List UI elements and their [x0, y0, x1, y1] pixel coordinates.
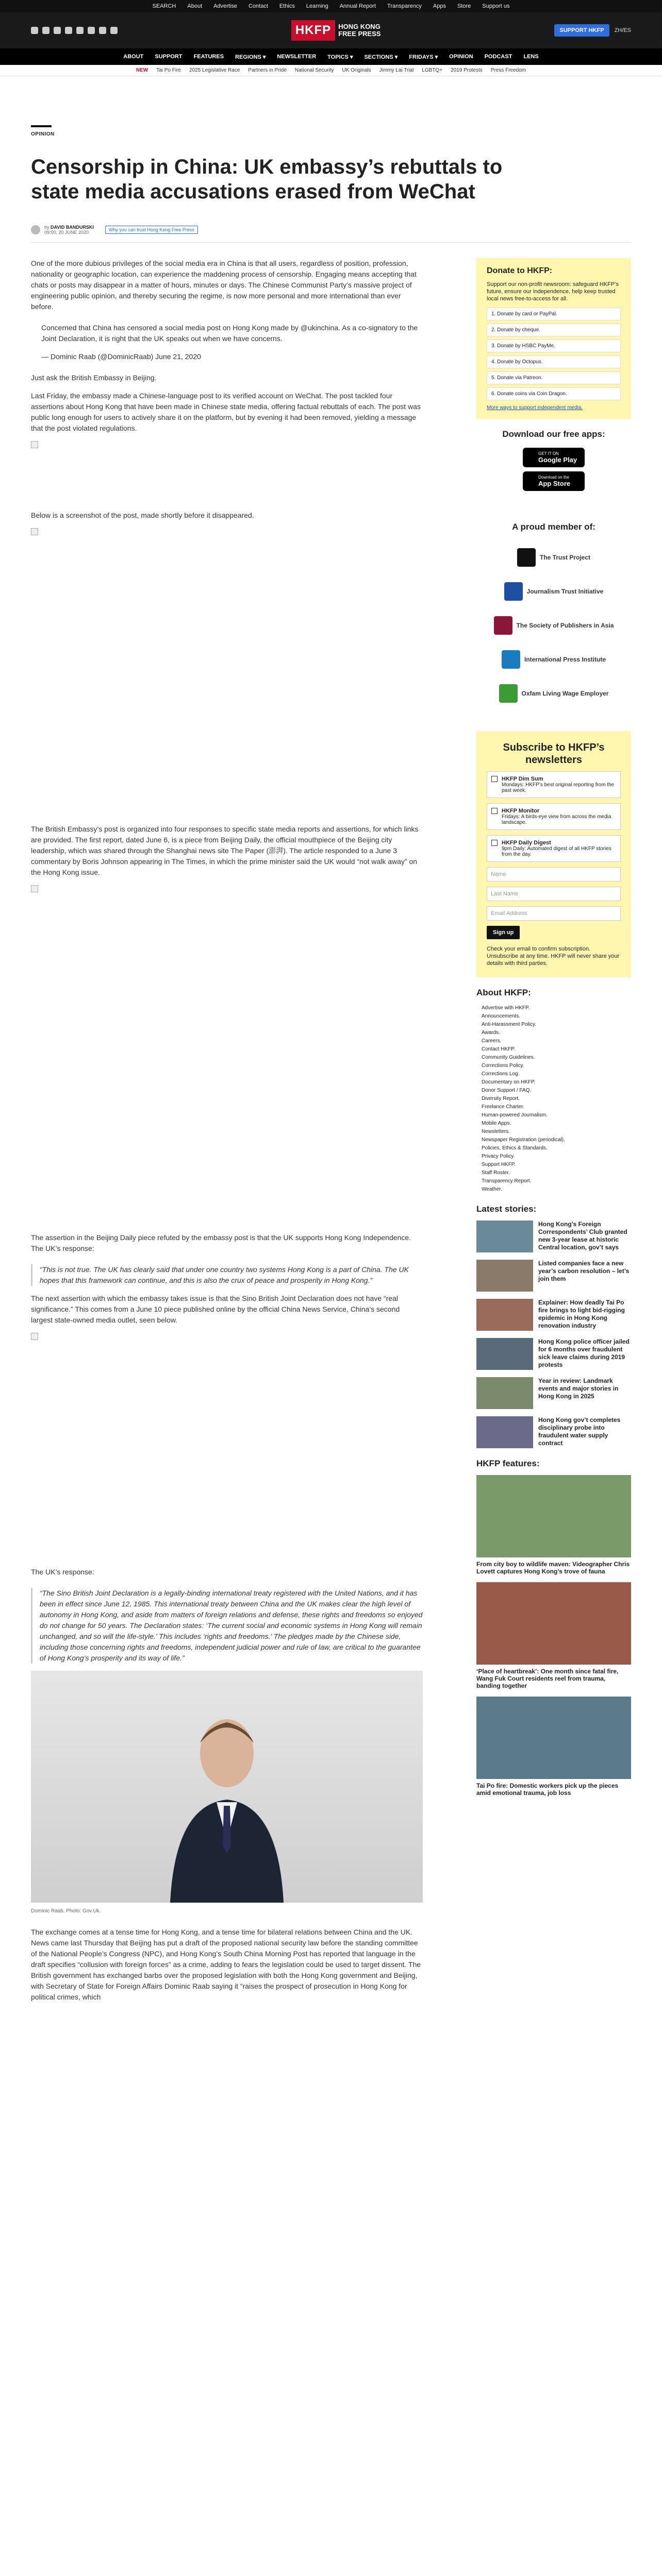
- about-link[interactable]: Weather.: [482, 1187, 502, 1192]
- latest-story[interactable]: [476, 1416, 631, 1448]
- trending-item[interactable]: Tai Po Fire: [156, 67, 181, 73]
- article-meta: by DAVID BANDURSKI 09:00, 20 JUNE 2020 Why you can trust Hong Kong Free Press: [31, 225, 631, 235]
- feature-story[interactable]: [476, 1697, 631, 1797]
- member-logo[interactable]: [476, 608, 631, 642]
- member-logo[interactable]: [476, 642, 631, 676]
- checkbox-icon[interactable]: [491, 776, 498, 782]
- threads-icon[interactable]: [76, 27, 84, 34]
- trending-item[interactable]: 2025 Legislative Race: [189, 67, 240, 73]
- story-thumbnail[interactable]: [476, 1260, 533, 1292]
- about-link[interactable]: Donor Support / FAQ.: [482, 1088, 532, 1093]
- nav-support[interactable]: SUPPORT: [155, 54, 183, 60]
- embedded-tweet: [41, 323, 423, 362]
- article-title: Censorship in China: UK embassy’s rebuttals to state media accusations erased from WeChat: [31, 156, 503, 203]
- story-thumbnail[interactable]: [476, 1416, 533, 1448]
- nav-lens[interactable]: LENS: [523, 54, 539, 60]
- logo-line-2: FREE PRESS: [338, 30, 381, 38]
- donate-box: [476, 258, 631, 419]
- nav-topics[interactable]: TOPICS ▾: [327, 54, 353, 60]
- newsletter-desc: Mondays: HKFP’s best original reporting from the past week.: [502, 782, 615, 793]
- latest-story[interactable]: [476, 1221, 631, 1252]
- about-link[interactable]: Mobile Apps.: [482, 1121, 511, 1126]
- about-title: About HKFP:: [476, 988, 531, 997]
- about-link[interactable]: Human-powered Journalism.: [482, 1112, 548, 1118]
- social-links: [31, 27, 118, 34]
- about-link[interactable]: Community Guidelines.: [482, 1055, 535, 1060]
- topbar-annual-report[interactable]: Annual Report: [339, 3, 376, 9]
- donate-option[interactable]: 5. Donate via Patreon.: [487, 371, 621, 384]
- feature-title[interactable]: From city boy to wildlife maven: Videographer Chris Lovett captures Hong Kong’s trove of fauna: [476, 1561, 630, 1575]
- story-title[interactable]: Hong Kong police officer jailed for 6 months over fraudulent sick leave claims during 2019 protests: [538, 1338, 630, 1368]
- about-link[interactable]: Newspaper Registration (periodical).: [482, 1137, 565, 1143]
- story-thumbnail[interactable]: [476, 1299, 533, 1331]
- feature-title[interactable]: Tai Po fire: Domestic workers pick up the pieces amid emotional trauma, job loss: [476, 1782, 619, 1797]
- store-label: App Store: [538, 480, 571, 487]
- store-small-label: Download on the: [538, 475, 570, 480]
- story-title[interactable]: Year in review: Landmark events and major stories in Hong Kong in 2025: [538, 1377, 619, 1400]
- story-thumbnail[interactable]: [476, 1221, 533, 1252]
- nav-features[interactable]: FEATURES: [193, 54, 224, 60]
- article-kicker[interactable]: OPINION: [31, 131, 55, 137]
- portrait-photo: [165, 1707, 289, 1903]
- about-link[interactable]: Careers.: [482, 1038, 502, 1044]
- newsletter-desc: 9pm Daily: Automated digest of all HKFP stories from the day.: [502, 846, 611, 857]
- topbar-support[interactable]: Support us: [482, 3, 510, 9]
- nav-about[interactable]: ABOUT: [123, 54, 144, 60]
- newsletter-name: HKFP Daily Digest: [502, 840, 551, 846]
- top-utility-bar: [0, 0, 662, 12]
- member-label: Journalism Trust Initiative: [526, 588, 604, 595]
- donate-option[interactable]: 4. Donate by Octopus.: [487, 355, 621, 368]
- app-store-button[interactable]: [523, 471, 585, 491]
- instagram-icon[interactable]: [54, 27, 61, 34]
- trending-item[interactable]: 2019 Protests: [451, 67, 483, 73]
- google-play-button[interactable]: [523, 448, 585, 467]
- trust-project-icon: [517, 548, 536, 567]
- feature-title[interactable]: ‘Place of heartbreak’: One month since fatal fire, Wang Fuk Court residents reel from trauma, banding together: [476, 1668, 619, 1689]
- logo-mark: HKFP: [291, 20, 335, 41]
- youtube-icon[interactable]: [99, 27, 106, 34]
- store-label: Google Play: [538, 456, 577, 464]
- about-link[interactable]: Support HKFP.: [482, 1162, 516, 1167]
- apps-title: Download our free apps:: [502, 429, 605, 439]
- topbar-store[interactable]: Store: [457, 3, 471, 9]
- latest-story[interactable]: [476, 1260, 631, 1292]
- tweet-text: Concerned that China has censored a social media post on Hong Kong made by @ukinchina. As a co-signatory to the Joint Declaration, it is right that the UK speaks out when we have concerns.: [41, 324, 418, 343]
- paragraph: Last Friday, the embassy made a Chinese-language post to its verified account on WeChat. The post tackled four assertions about Hong Kong that have been made in Chinese state media, offering factual rebuttals of each. The post was public long enough for users to actively share it on the platform, but by evening it had been removed, yielding a message that the post violated regulations.: [31, 392, 421, 432]
- about-list: [476, 1004, 631, 1194]
- meta-divider: [31, 242, 631, 243]
- author-avatar: [31, 225, 40, 234]
- logo-line-1: HONG KONG: [338, 23, 380, 30]
- latest-story[interactable]: [476, 1338, 631, 1370]
- oxfam-icon: [499, 684, 518, 703]
- about-link[interactable]: Awards.: [482, 1030, 500, 1036]
- feature-story[interactable]: [476, 1582, 631, 1689]
- newsletter-box: [476, 731, 631, 977]
- more-ways-link[interactable]: More ways to support independent media.: [487, 405, 583, 411]
- story-thumbnail[interactable]: [476, 1338, 533, 1370]
- latest-story[interactable]: [476, 1377, 631, 1409]
- about-link[interactable]: Anti-Harassment Policy.: [482, 1022, 536, 1027]
- nav-sections[interactable]: SECTIONS ▾: [364, 54, 398, 60]
- story-title[interactable]: Hong Kong gov’t completes disciplinary probe into fraudulent water supply contract: [538, 1416, 621, 1447]
- member-label: Oxfam Living Wage Employer: [521, 690, 609, 697]
- feature-story[interactable]: [476, 1475, 631, 1575]
- trending-item[interactable]: Press Freedom: [490, 67, 526, 73]
- feature-thumbnail[interactable]: [476, 1582, 631, 1665]
- about-link[interactable]: Freelance Charter.: [482, 1104, 524, 1110]
- about-link[interactable]: Corrections Log.: [482, 1071, 520, 1077]
- checkbox-icon[interactable]: [491, 808, 498, 814]
- donate-option[interactable]: 2. Donate by cheque.: [487, 324, 621, 336]
- story-title[interactable]: Listed companies face a new year’s carbon resolution – let’s join them: [538, 1260, 630, 1282]
- about-link[interactable]: Newsletters.: [482, 1129, 510, 1134]
- last-name-input[interactable]: Last Name: [487, 887, 621, 901]
- paragraph: Below is a screenshot of the post, made shortly before it disappeared.: [31, 511, 254, 519]
- about-link[interactable]: Transparency Report.: [482, 1178, 532, 1184]
- jti-icon: [504, 582, 523, 601]
- checkbox-icon[interactable]: [491, 840, 498, 846]
- trending-nav: [0, 65, 662, 76]
- topbar-search[interactable]: SEARCH: [152, 3, 176, 9]
- topbar-ethics[interactable]: Ethics: [279, 3, 295, 9]
- topbar-contact[interactable]: Contact: [248, 3, 268, 9]
- newsletter-title: Subscribe to HKFP’s newsletters: [503, 742, 605, 766]
- kicker-rule: [31, 125, 52, 127]
- donate-title: Donate to HKFP:: [487, 266, 553, 275]
- broken-image-icon: [31, 885, 38, 892]
- sopa-icon: [494, 616, 512, 635]
- newsletter-name: HKFP Monitor: [502, 808, 540, 814]
- site-header: [0, 12, 662, 48]
- member-title: A proud member of:: [512, 522, 595, 532]
- topbar-about[interactable]: About: [187, 3, 203, 9]
- linkedin-icon[interactable]: [88, 27, 95, 34]
- email-icon[interactable]: [110, 27, 118, 34]
- topbar-transparency[interactable]: Transparency: [387, 3, 422, 9]
- email-input[interactable]: Email Address: [487, 906, 621, 921]
- trending-item[interactable]: Jimmy Lai Trial: [379, 67, 414, 73]
- about-link[interactable]: Policies, Ethics & Standards.: [482, 1145, 548, 1151]
- trust-link[interactable]: Why you can trust Hong Kong Free Press: [105, 226, 198, 234]
- paragraph: The British Embassy’s post is organized into four responses to specific state media reports and assertions, for which links are provided. The first report, dated June 6, is a piece from Beijing Daily, the official mouthpiece of the Beijing city leadership, which was shared through the Shanghai news site The Paper (澎湃). The article responded to a June 3 commentary by Boris Johnson appearing in The Times, in which the prime minister said the UK would “not walk away” on the Hong Kong issue.: [31, 825, 419, 876]
- donate-text: Support our non-profit newsroom: safeguard HKFP’s future, ensure our independence, help keep trusted local news free-to-access for all.: [487, 281, 619, 302]
- about-link[interactable]: Advertise with HKFP.: [482, 1005, 530, 1011]
- newsletter-note: Check your email to confirm subscription. Unsubscribe at any time. HKFP will never share your details with third parties.: [487, 946, 620, 967]
- nav-opinion[interactable]: OPINION: [449, 54, 473, 60]
- language-switch[interactable]: ZH/ES: [614, 27, 631, 33]
- latest-story[interactable]: [476, 1299, 631, 1331]
- newsletter-option[interactable]: [487, 835, 621, 862]
- member-logo[interactable]: [476, 574, 631, 608]
- ipi-icon: [502, 650, 520, 669]
- broken-image-icon: [31, 528, 38, 535]
- donate-option[interactable]: 1. Donate by card or PayPal.: [487, 308, 621, 320]
- tweet-signature[interactable]: — Dominic Raab (@DominicRaab) June 21, 2020: [41, 352, 201, 361]
- signup-button[interactable]: Sign up: [487, 926, 520, 939]
- telegram-icon[interactable]: [65, 27, 72, 34]
- trending-item[interactable]: National Security: [294, 67, 334, 73]
- nav-podcast[interactable]: PODCAST: [484, 54, 512, 60]
- donate-option[interactable]: 3. Donate by HSBC PayMe.: [487, 340, 621, 352]
- trending-item[interactable]: UK Originals: [342, 67, 371, 73]
- publish-date: 09:00, 20 JUNE 2020: [44, 230, 89, 235]
- blockquote: “This is not true. The UK has clearly said that under one country two systems Hong Kong is a part of China. The UK hopes that this framework can continue, and this is also the crux of peace and prosperity in Hong Kong.”: [31, 1264, 423, 1286]
- nav-fridays[interactable]: FRIDAYS ▾: [409, 54, 438, 60]
- about-link[interactable]: Privacy Policy.: [482, 1154, 515, 1159]
- member-logo[interactable]: [476, 540, 631, 574]
- name-input[interactable]: Name: [487, 867, 621, 882]
- paragraph: The exchange comes at a tense time for Hong Kong, and a tense time for bilateral relations between China and the UK. News came last Thursday that Beijing has put a draft of the proposed national security law before the standing committee of the National People’s Congress (NPC), and Hong Kong’s South China Morning Post has reported that language in the draft specifies “collusion with foreign forces” as a crime, adding to fears the legislation could be used to target dissent. The British government has exchanged barbs over the proposed legislation with both the Hong Kong government and Beijing, with Secretary of State for Foreign Affairs Dominic Raab saying it “raises the prospect of prosecution in Hong Kong for political crimes, which: [31, 1928, 421, 2001]
- broken-image-icon: [31, 441, 38, 448]
- trending-item[interactable]: Partners in Pride: [248, 67, 287, 73]
- blockquote: “The Sino British Joint Declaration is a legally-binding international treaty registered with the United Nations, and it has been in effect since June 12, 1985. This international treaty between China and the UK makes clear the high level of autonomy in Hong Kong, and aside from matters of foreign relations and defense, these rights and freedoms so enjoyed do not change for 50 years. The Declaration states: ‘The current social and economic systems in Hong Kong will remain unchanged, and so will the life-style.’ This includes ‘rights and freedoms.’ The pledges made by the Chinese side, including those concerning rights and freedoms, independent judicial power and rule of law, are critical to the guarantee of Hong Kong’s prosperity and its way of life.”: [31, 1588, 423, 1664]
- topbar-advertise[interactable]: Advertise: [213, 3, 237, 9]
- about-link[interactable]: Corrections Policy.: [482, 1063, 524, 1069]
- feature-thumbnail[interactable]: [476, 1697, 631, 1779]
- author-name[interactable]: DAVID BANDURSKI: [51, 225, 94, 230]
- sidebar: [476, 258, 631, 2010]
- member-label: The Trust Project: [539, 554, 591, 561]
- newsletter-option[interactable]: [487, 771, 621, 798]
- article-photo: [31, 1671, 423, 1903]
- member-label: International Press Institute: [524, 656, 606, 663]
- article-body: [31, 258, 423, 2010]
- broken-image-icon: [31, 1333, 38, 1340]
- feature-stories: [476, 1475, 631, 1797]
- trending-item[interactable]: LGBTQ+: [422, 67, 443, 73]
- story-title[interactable]: Explainer: How deadly Tai Po fire brings to light bid-rigging epidemic in Hong Kong renovation industry: [538, 1299, 625, 1329]
- feature-thumbnail[interactable]: [476, 1475, 631, 1557]
- paragraph: Just ask the British Embassy in Beijing.: [31, 374, 157, 382]
- new-badge: NEW: [136, 67, 148, 73]
- about-link[interactable]: Diversity Report.: [482, 1096, 520, 1101]
- nav-newsletter[interactable]: NEWSLETTER: [277, 54, 317, 60]
- paragraph: The UK’s response:: [31, 1568, 94, 1576]
- donate-option[interactable]: 6. Donate coins via Coin Dragon.: [487, 387, 621, 400]
- newsletter-desc: Fridays: A birds-eye view from across the media landscape.: [502, 814, 611, 825]
- topbar-apps[interactable]: Apps: [433, 3, 446, 9]
- main-nav: [0, 48, 662, 65]
- topbar-learning[interactable]: Learning: [306, 3, 328, 9]
- about-link[interactable]: Staff Roster.: [482, 1170, 510, 1176]
- paragraph: The next assertion with which the embassy takes issue is that the Sino British Joint Declaration does not have “real significance.” This comes from a June 10 piece published online by the official China News Service, China’s second largest state-owned media outlet, seen below.: [31, 1294, 400, 1324]
- features-title: HKFP features:: [476, 1459, 540, 1468]
- nav-regions[interactable]: REGIONS ▾: [235, 54, 266, 60]
- facebook-icon[interactable]: [42, 27, 49, 34]
- site-logo[interactable]: [291, 20, 381, 41]
- story-thumbnail[interactable]: [476, 1377, 533, 1409]
- about-link[interactable]: Announcements.: [482, 1013, 521, 1019]
- newsletter-name: HKFP Dim Sum: [502, 776, 543, 782]
- member-logo[interactable]: [476, 676, 631, 710]
- newsletter-option[interactable]: [487, 803, 621, 830]
- paragraph: One of the more dubious privileges of the social media era in China is that all users, regardless of position, profession, nationality or geographic location, can experience the maddening process of censorship. Engaging means accepting that chats or posts may disappear in a matter of hours, minutes or days. The Chinese Communist Party’s massive project of engineering public opinion, and thereby securing the regime, is now more personal and more international than ever before.: [31, 259, 417, 311]
- store-small-label: GET IT ON: [538, 451, 559, 456]
- member-label: The Society of Publishers in Asia: [516, 622, 614, 629]
- latest-stories: [476, 1221, 631, 1448]
- paragraph: The assertion in the Beijing Daily piece refuted by the embassy post is that the UK supports Hong Kong Independence. The UK’s response:: [31, 1233, 411, 1252]
- latest-title: Latest stories:: [476, 1204, 537, 1214]
- support-hkfp-button[interactable]: SUPPORT HKFP: [554, 24, 609, 37]
- about-link[interactable]: Contact HKFP.: [482, 1046, 516, 1052]
- about-link[interactable]: Documentary on HKFP.: [482, 1079, 536, 1085]
- story-title[interactable]: Hong Kong’s Foreign Correspondents’ Club granted new 3-year lease at historic Central location, gov’t says: [538, 1221, 627, 1251]
- photo-caption: Dominic Raab. Photo: Gov.Uk.: [31, 1908, 101, 1914]
- twitter-icon[interactable]: [31, 27, 38, 34]
